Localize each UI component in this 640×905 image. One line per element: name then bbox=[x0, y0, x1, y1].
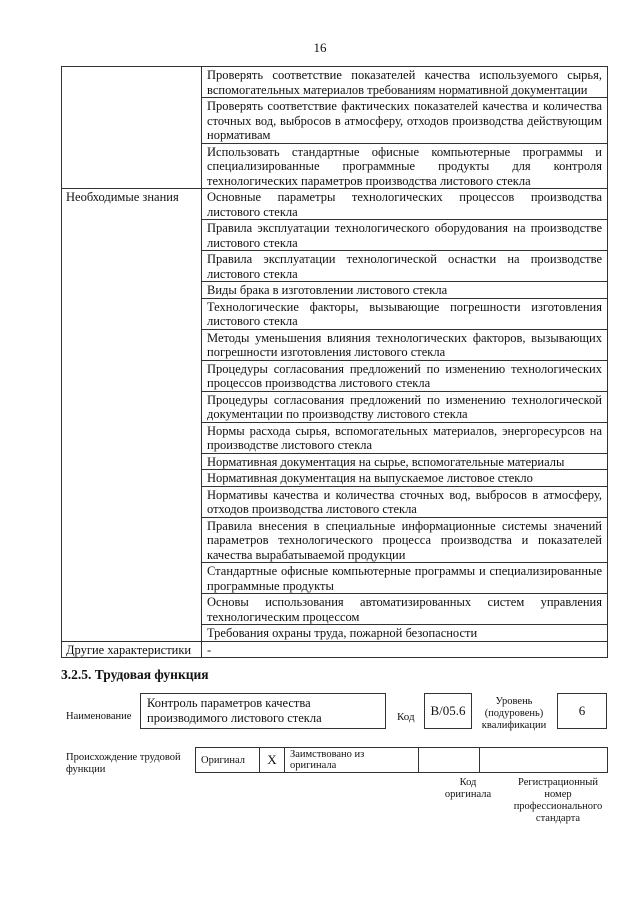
name-label: Наименование bbox=[66, 711, 132, 722]
requirement-item: Технологические факторы, вызывающие погрешности изготовления листового стекла bbox=[202, 298, 608, 329]
reg-number-cell bbox=[480, 748, 608, 773]
requirement-item: Правила эксплуатации технологической оснастки на производстве листового стекла bbox=[202, 251, 608, 282]
requirement-item: Требования охраны труда, пожарной безопасности bbox=[202, 625, 608, 642]
code-original-label: Код оригинала bbox=[444, 777, 492, 800]
qualification-level-field: 6 bbox=[557, 693, 607, 729]
category-cell bbox=[62, 67, 202, 189]
origin-original-cell: Оригинал bbox=[196, 748, 260, 773]
competency-table bbox=[61, 66, 608, 658]
requirement-item: - bbox=[202, 641, 608, 658]
requirement-item: Правила внесения в специальные информационные системы значений параметров технологического процесса производства и показателей качества вырабатываемой продукции bbox=[202, 517, 608, 563]
level-label: Уровень (подуровень) квалификации bbox=[481, 696, 547, 731]
section-title: 3.2.5. Трудовая функция bbox=[61, 667, 209, 682]
requirement-item: Нормативная документация на сырье, вспомогательные материалы bbox=[202, 453, 608, 470]
table-row bbox=[62, 189, 608, 220]
origin-label: Происхождение трудовой функции bbox=[66, 752, 181, 775]
reg-number-label: Регистрационный номер профессионального стандарта bbox=[513, 777, 603, 824]
category-cell: Другие характеристики bbox=[62, 641, 202, 658]
requirement-item: Проверять соответствие фактических показателей качества и количества сточных вод, выбросов в атмосферу, отходов производства действующим нормативам bbox=[202, 98, 608, 144]
origin-table bbox=[195, 747, 608, 773]
code-label: Код bbox=[397, 711, 415, 723]
requirement-item: Нормативная документация на выпускаемое листовое стекло bbox=[202, 470, 608, 487]
code-original-cell bbox=[419, 748, 480, 773]
requirement-item: Основные параметры технологических процессов производства листового стекла bbox=[202, 189, 608, 220]
category-cell: Необходимые знания bbox=[62, 189, 202, 642]
requirement-item: Методы уменьшения влияния технологических факторов, вызывающих погрешности изготовления листового стекла bbox=[202, 329, 608, 360]
function-name-field: Контроль параметров качества производимого листового стекла bbox=[140, 693, 386, 729]
table-row bbox=[62, 641, 608, 658]
function-code-field: B/05.6 bbox=[424, 693, 472, 729]
requirement-item: Нормы расхода сырья, вспомогательных материалов, энергоресурсов на производстве листового стекла bbox=[202, 422, 608, 453]
page-number: 16 bbox=[313, 40, 327, 55]
origin-borrowed-cell: Заимствовано из оригинала bbox=[285, 748, 419, 773]
requirement-item: Правила эксплуатации технологического оборудования на производстве листового стекла bbox=[202, 220, 608, 251]
origin-mark-cell: X bbox=[260, 748, 285, 773]
requirement-item: Проверять соответствие показателей качества используемого сырья, вспомогательных материалов требованиям нормативной документации bbox=[202, 67, 608, 98]
requirement-item: Использовать стандартные офисные компьютерные программы и специализированные программные продукты для контроля технологических параметров производства листового стекла bbox=[202, 143, 608, 189]
requirement-item: Виды брака в изготовлении листового стекла bbox=[202, 282, 608, 299]
requirement-item: Основы использования автоматизированных систем управления технологическим процессом bbox=[202, 594, 608, 625]
requirement-item: Нормативы качества и количества сточных вод, выбросов в атмосферу, отходов производства листового стекла bbox=[202, 486, 608, 517]
requirement-item: Процедуры согласования предложений по изменению технологических процессов производства листового стекла bbox=[202, 360, 608, 391]
requirement-item: Процедуры согласования предложений по изменению технологической документации по производству листового стекла bbox=[202, 391, 608, 422]
requirement-item: Стандартные офисные компьютерные программы и специализированные программные продукты bbox=[202, 563, 608, 594]
table-row bbox=[62, 67, 608, 98]
